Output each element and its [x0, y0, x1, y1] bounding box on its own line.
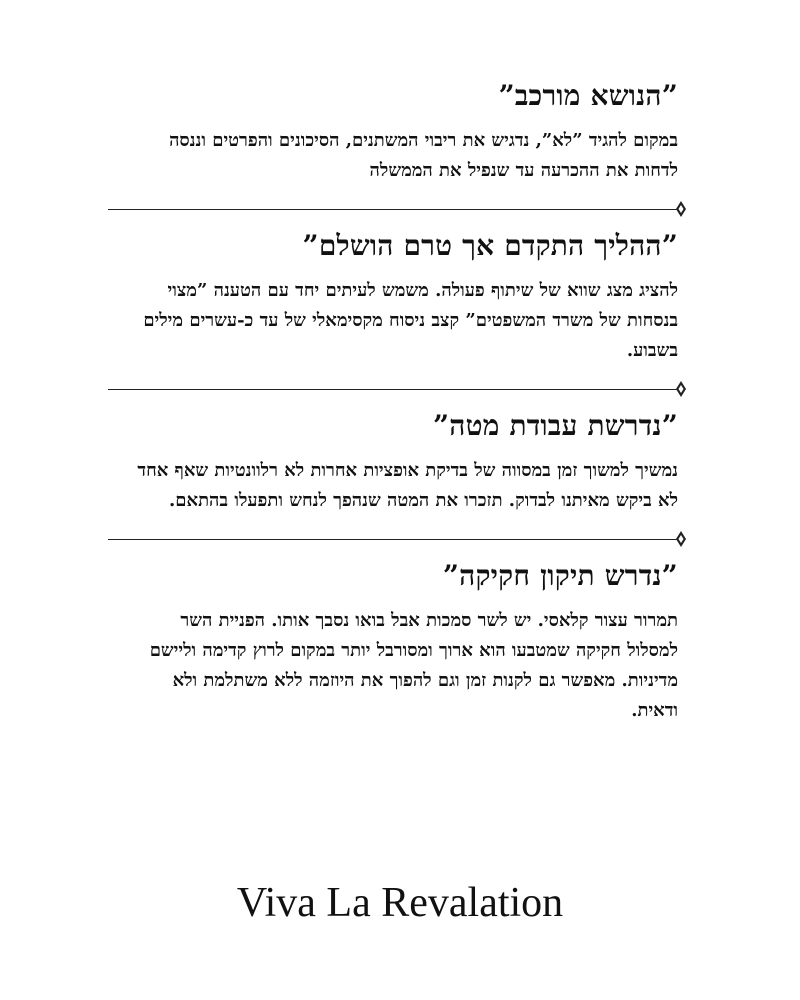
section-divider	[0, 380, 800, 398]
section-3-inner	[0, 408, 800, 516]
section-heading: ”הנושא מורכב”	[498, 79, 678, 112]
section-2	[0, 228, 800, 398]
divider-line	[108, 209, 678, 210]
section-heading: ”ההליך התקדם אך טרם הושלם”	[302, 229, 678, 262]
section-1	[0, 78, 800, 218]
section-divider	[0, 200, 800, 218]
section-heading: ”נדרשת עבודת מטה”	[433, 409, 678, 442]
section-divider	[0, 530, 800, 548]
diamond-ornament-icon	[674, 530, 688, 548]
section-4-inner	[0, 558, 800, 726]
section-body: תמרור עצור קלאסי. יש לשר סמכות אבל בואו נסבך אותו. הפניית השר למסלול חקיקה שמטבעו הוא ארוך ומסורבל יותר במקום לרוץ קדימה וליישם מדיניות. מאפשר גם לקנות זמן וגם להפוך את היוזמה ללא משתלמת ולא ודאית.	[149, 610, 678, 721]
diamond-ornament-icon	[674, 380, 688, 398]
diamond-ornament-icon	[674, 200, 688, 218]
divider-line	[108, 389, 678, 390]
content-sections	[0, 78, 800, 726]
section-heading: ”נדרש תיקון חקיקה”	[442, 559, 678, 592]
footer-signature: Viva La Revalation	[236, 880, 564, 926]
section-1-inner	[0, 78, 800, 186]
section-4	[0, 558, 800, 726]
divider-line	[108, 539, 678, 540]
section-2-inner	[0, 228, 800, 366]
section-3	[0, 408, 800, 548]
section-body: להציג מצג שווא של שיתוף פעולה. משמש לעיתים יחד עם הטענה ”מצוי בנסחות של משרד המשפטים” קצב ניסוח מקסימאלי של עד כ-עשרים מילים בשבוע.	[143, 280, 678, 361]
section-body: במקום להגיד ”לא”, נדגיש את ריבוי המשתנים, הסיכונים והפרטים וננסה לדחות את ההכרעה עד שנפיל את הממשלה	[169, 130, 678, 181]
section-body: נמשיך למשוך זמן במסווה של בדיקת אופציות אחרות לא רלוונטיות שאף אחד לא ביקש מאיתנו לבדוק. תזכרו את המטה שנהפך לנחש ותפעלו בהתאם.	[137, 460, 678, 511]
